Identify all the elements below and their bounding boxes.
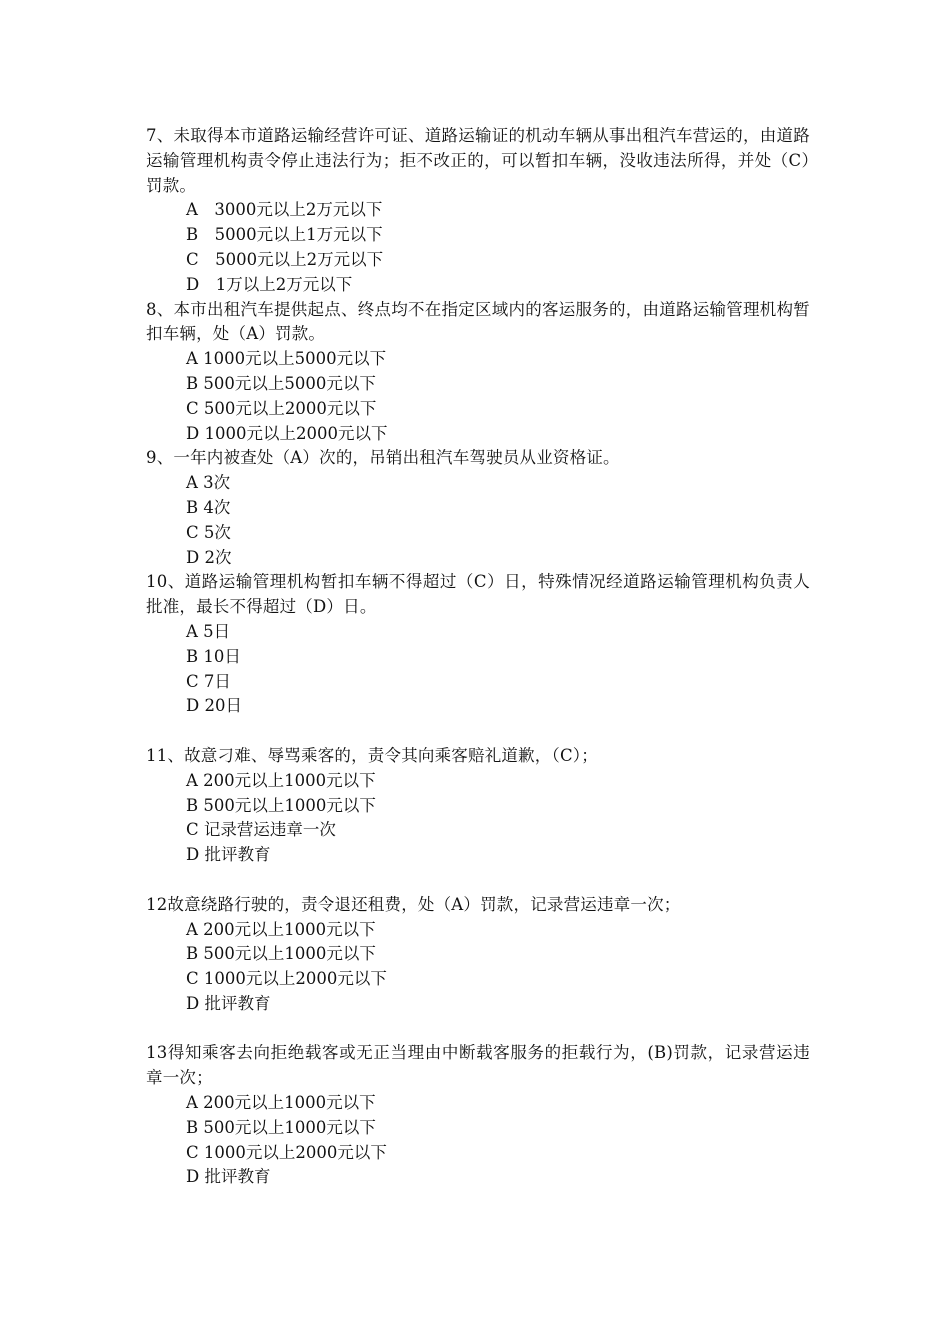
- option-d: D 1000元以上2000元以下: [186, 423, 388, 443]
- option-a: A 200元以上1000元以下: [186, 919, 376, 939]
- option-d: D 1万以上2万元以下: [186, 274, 353, 294]
- option-a: A 5日: [186, 621, 231, 641]
- document-content: [146, 124, 810, 1190]
- option-b: B 500元以上5000元以下: [186, 373, 376, 393]
- option-b: B 500元以上1000元以下: [186, 944, 376, 964]
- option-b: B 10日: [186, 646, 241, 666]
- question-12: [146, 893, 810, 1017]
- option-a: A 3次: [186, 473, 231, 493]
- option-d: D 2次: [186, 547, 232, 567]
- option-d: D 20日: [186, 696, 242, 716]
- option-a: A 1000元以上5000元以下: [186, 349, 387, 369]
- option-b: B 500元以上1000元以下: [186, 795, 376, 815]
- option-b: B 4次: [186, 497, 231, 517]
- question-text: 10、道路运输管理机构暂扣车辆不得超过（C）日，特殊情况经道路运输管理机构负责人批准，最长不得超过（D）日。: [146, 572, 810, 617]
- option-d: D 批评教育: [186, 845, 271, 865]
- blank-line: [146, 1017, 810, 1042]
- option-c: C 500元以上2000元以下: [186, 398, 377, 418]
- option-c: C 1000元以上2000元以下: [186, 1142, 387, 1162]
- question-11: [146, 744, 810, 868]
- option-b: B 5000元以上1万元以下: [186, 225, 383, 245]
- option-a: A 3000元以上2万元以下: [186, 200, 383, 220]
- option-c: C 7日: [186, 671, 231, 691]
- question-text: 12故意绕路行驶的，责令退还租费，处（A）罚款，记录营运违章一次；: [146, 894, 681, 914]
- blank-line: [146, 868, 810, 893]
- question-text: 13得知乘客去向拒绝载客或无正当理由中断载客服务的拒载行为，(B)罚款，记录营运违章一次；: [146, 1043, 810, 1088]
- question-8: [146, 298, 810, 447]
- option-a: A 200元以上1000元以下: [186, 770, 376, 790]
- option-d: D 批评教育: [186, 993, 271, 1013]
- option-a: A 200元以上1000元以下: [186, 1093, 376, 1113]
- question-7: [146, 124, 810, 298]
- question-text: 9、一年内被查处（A）次的，吊销出租汽车驾驶员从业资格证。: [146, 448, 620, 468]
- question-10: [146, 570, 810, 719]
- option-c: C 5次: [186, 522, 231, 542]
- question-9: [146, 446, 810, 570]
- option-b: B 500元以上1000元以下: [186, 1117, 376, 1137]
- question-13: [146, 1041, 810, 1190]
- option-c: C 1000元以上2000元以下: [186, 969, 387, 989]
- question-text: 11、故意刁难、辱骂乘客的，责令其向乘客赔礼道歉，（C）；: [146, 745, 598, 765]
- blank-line: [146, 719, 810, 744]
- option-c: C 记录营运违章一次: [186, 820, 336, 840]
- question-text: 7、未取得本市道路运输经营许可证、道路运输证的机动车辆从事出租汽车营运的，由道路运输管理机构责令停止违法行为；拒不改正的，可以暂扣车辆，没收违法所得，并处（C）罚款。: [146, 126, 810, 195]
- question-text: 8、本市出租汽车提供起点、终点均不在指定区域内的客运服务的，由道路运输管理机构暂扣车辆，处（A）罚款。: [146, 299, 810, 344]
- option-c: C 5000元以上2万元以下: [186, 249, 384, 269]
- option-d: D 批评教育: [186, 1167, 271, 1187]
